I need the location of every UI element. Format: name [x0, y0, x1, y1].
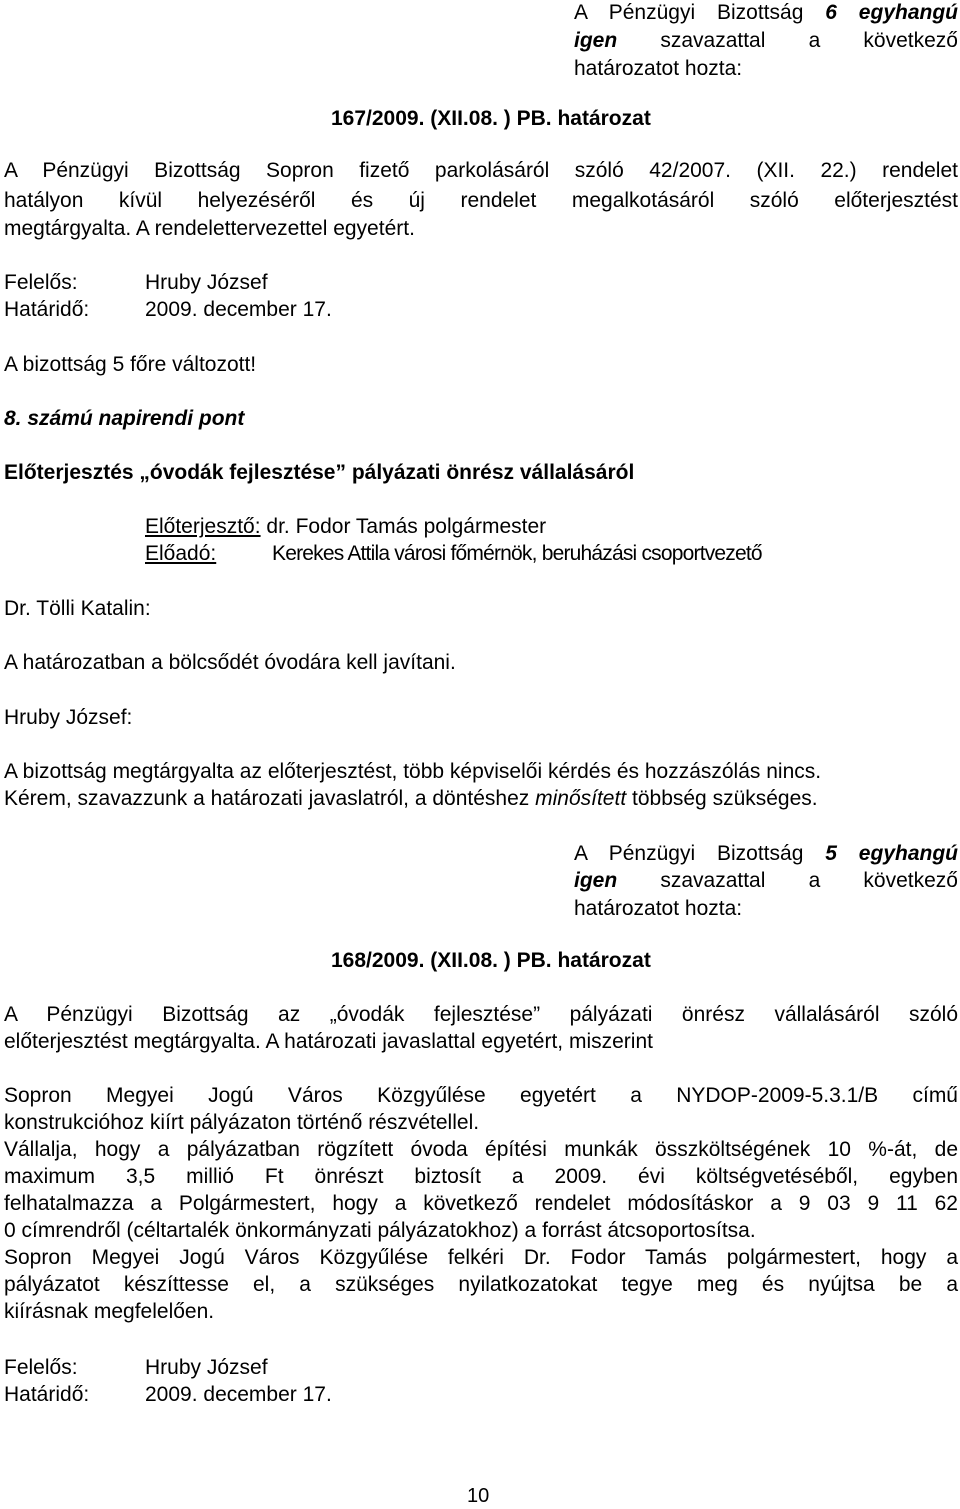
decision-2-body-line: pályázatot készíttesse el, a szükséges nyilatkozatokat tegye meg és nyújtsa be a: [4, 1273, 958, 1296]
committee-change-note: A bizottság 5 főre változott!: [4, 353, 257, 376]
agenda-item-title: Előterjesztés „óvodák fejlesztése” pályázati önrész vállalásáról: [4, 461, 635, 484]
decision-2-body-line: Vállalja, hogy a pályázatban rögzített óvoda építési munkák összköltségének 10 %-át, de: [4, 1138, 958, 1161]
decision-2-intro-line: előterjesztést megtárgyalta. A határozati javaslattal egyetért, miszerint: [4, 1030, 653, 1053]
deadline-value: 2009. december 17.: [145, 298, 332, 321]
speech-2-speaker: Hruby József:: [4, 706, 133, 729]
decision-2-intro-line: A Pénzügyi Bizottság az „óvodák fejlesztése” pályázati önrész vállalásáról szóló: [4, 1003, 958, 1026]
presenter-row: [145, 514, 546, 540]
responsible-value: Hruby József: [145, 1356, 268, 1379]
speech-1-speaker: Dr. Tölli Katalin:: [4, 597, 151, 620]
responsible-value: Hruby József: [145, 271, 268, 294]
vote-1-line-1: A Pénzügyi Bizottság 6 egyhangú: [574, 1, 958, 24]
decision-2-body-line: kiírásnak megfelelően.: [4, 1300, 215, 1323]
agenda-item-number: 8. számú napirendi pont: [4, 407, 245, 430]
decision-2-body-line: 0 címrendről (céltartalék önkormányzati pályázatokhoz) a forrást átcsoportosítsa.: [4, 1219, 756, 1242]
vote-2-line-1: A Pénzügyi Bizottság 5 egyhangú: [574, 842, 958, 865]
deadline-label: Határidő:: [4, 1383, 90, 1406]
speech-1-text: A határozatban a bölcsődét óvodára kell javítani.: [4, 651, 456, 674]
decision-2-body-line: Sopron Megyei Jogú Város Közgyűlése felkéri Dr. Fodor Tamás polgármestert, hogy a: [4, 1246, 958, 1269]
decision-2-body-line: felhatalmazza a Polgármestert, hogy a következő rendelet módosításkor a 9 03 9 11 62: [4, 1192, 958, 1215]
deadline-label: Határidő:: [4, 298, 90, 321]
speech-2-line-1: A bizottság megtárgyalta az előterjesztést, több képviselői kérdés és hozzászólás nincs.: [4, 760, 822, 783]
speech-2-line-2: Kérem, szavazzunk a határozati javaslatról, a döntéshez minősített többség szükséges.: [4, 787, 818, 810]
page-number: 10: [467, 1485, 490, 1507]
deadline-value: 2009. december 17.: [145, 1383, 332, 1406]
decision-1-text-line: megtárgyalta. A rendelettervezettel egyetért.: [4, 217, 415, 240]
decision-2-body-line: Sopron Megyei Jogú Város Közgyűlése egyetért a NYDOP-2009-5.3.1/B című: [4, 1084, 958, 1107]
vote-1-line-2: igen szavazattal a következő: [574, 29, 958, 52]
speaker-label: Előadó:: [145, 542, 217, 565]
responsible-label: Felelős:: [4, 271, 78, 294]
vote-2-line-2: igen szavazattal a következő: [574, 869, 958, 892]
speaker-value: Kerekes Attila városi főmérnök, beruházási csoportvezető: [272, 542, 762, 565]
decision-2-number: 168/2009. (XII.08. ) PB. határozat: [331, 949, 651, 972]
vote-1-line-3: határozatot hozta:: [574, 57, 743, 80]
vote-2-line-3: határozatot hozta:: [574, 897, 743, 920]
presenter-value: dr. Fodor Tamás polgármester: [260, 515, 547, 538]
decision-1-text-line: hatályon kívül helyezéséről és új rendelet megalkotásáról szóló előterjesztést: [4, 189, 958, 212]
presenter-label: Előterjesztő:: [145, 515, 261, 538]
decision-2-body-line: konstrukcióhoz kiírt pályázaton történő részvétellel.: [4, 1111, 480, 1134]
decision-1-text-line: A Pénzügyi Bizottság Sopron fizető parkolásáról szóló 42/2007. (XII. 22.) rendelet: [4, 159, 958, 182]
decision-2-body-line: maximum 3,5 millió Ft önrészt biztosít a 2009. évi költségvetéséből, egyben: [4, 1165, 958, 1188]
responsible-label: Felelős:: [4, 1356, 78, 1379]
decision-1-number: 167/2009. (XII.08. ) PB. határozat: [331, 107, 651, 130]
